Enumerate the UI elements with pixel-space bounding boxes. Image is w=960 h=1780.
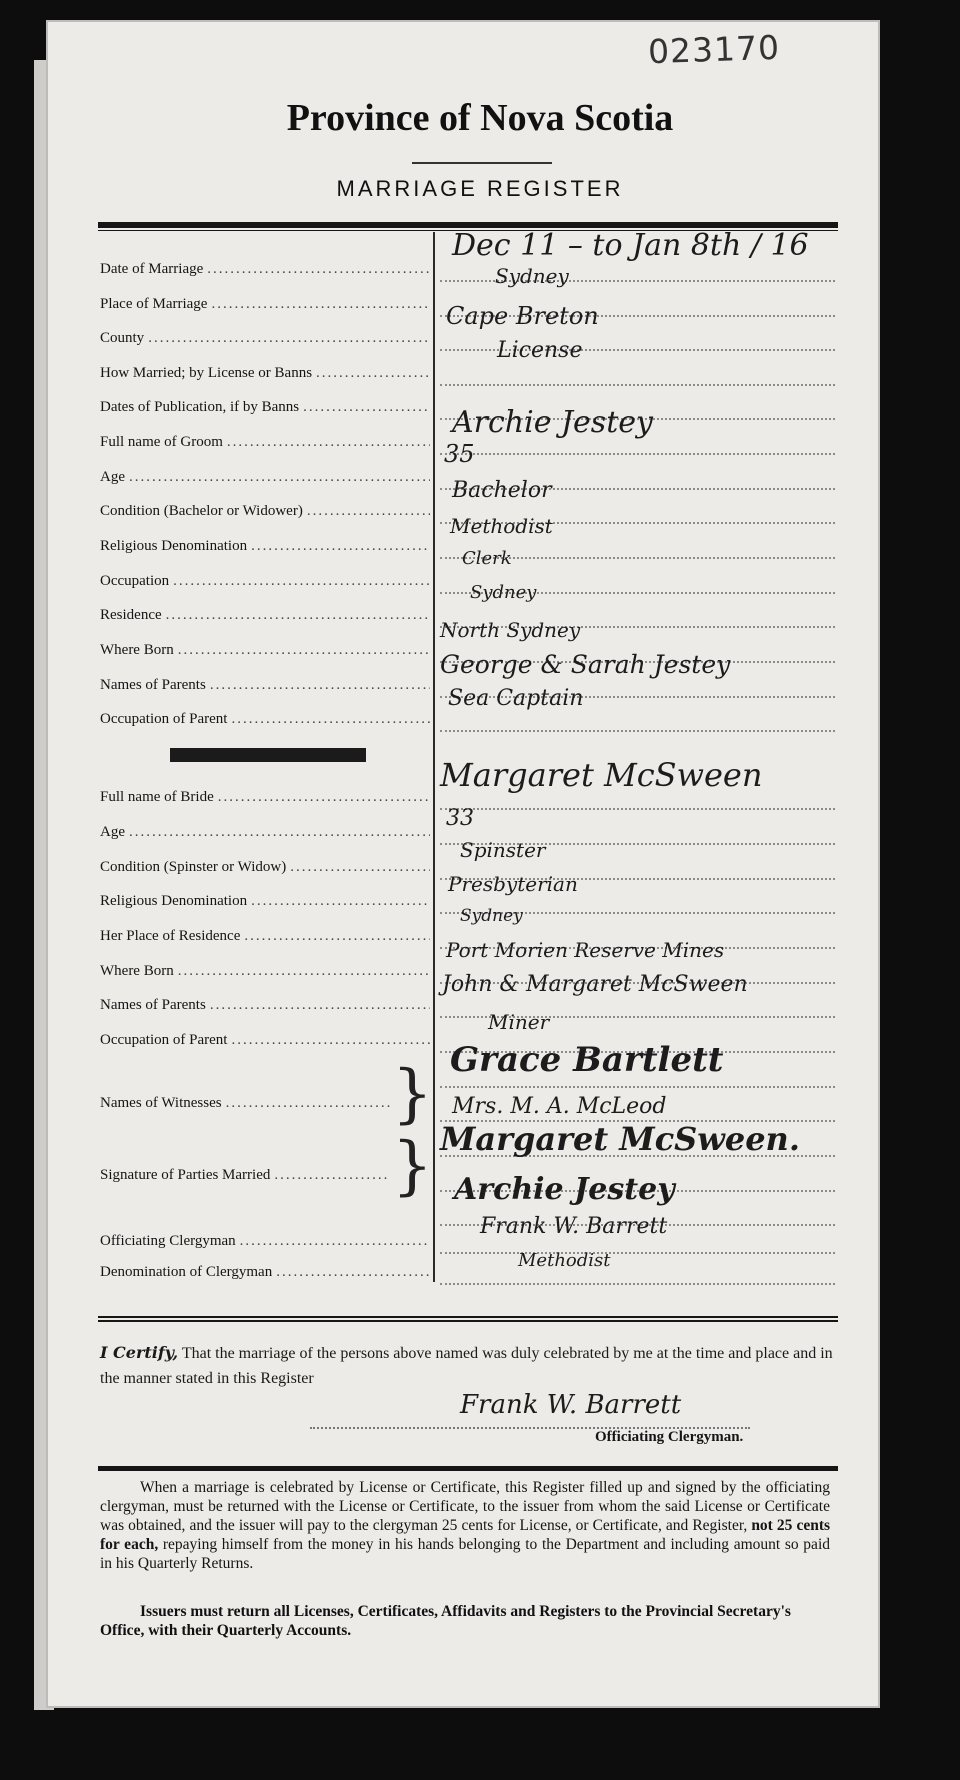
value-groom-parent-occupation: Sea Captain (448, 686, 584, 711)
value-groom-age: 35 (444, 440, 475, 468)
certify-lead: I Certify, (100, 1343, 179, 1362)
row-groom-occupation: Occupation ..... (100, 566, 430, 596)
row-county: County ..... (100, 323, 430, 353)
row-place-of-marriage: Place of Marriage ..... (100, 289, 430, 319)
title-underline (412, 162, 552, 164)
row-dates-of-publication: Dates of Publication, if by Banns ..... (100, 392, 430, 422)
row-groom-age: Age ..... (100, 462, 430, 492)
row-bride-age: Age ..... (100, 817, 430, 847)
value-bride-condition: Spinster (460, 838, 546, 862)
register-number: 023170 (647, 27, 781, 72)
signer-label: Officiating Clergyman. (595, 1429, 744, 1445)
certify-text: That the marriage of the persons above named was duly celebrated by me at the time and place and in the manner stated in this Register (100, 1345, 833, 1387)
value-groom-religion: Methodist (450, 514, 553, 538)
row-groom-born: Where Born ..... (100, 635, 430, 665)
row-officiating-clergyman: Officiating Clergyman ..... (100, 1226, 430, 1256)
row-date-of-marriage: Date of Marriage ..... (100, 254, 430, 284)
row-clergy-denomination: Denomination of Clergyman ..... (100, 1257, 430, 1287)
value-bride-parent-occupation: Miner (488, 1010, 550, 1034)
form-subtitle: MARRIAGE REGISTER (336, 176, 624, 201)
entry-line (440, 1281, 835, 1285)
value-place-of-marriage: Sydney (495, 264, 569, 288)
value-groom-residence: Sydney (470, 582, 537, 603)
certify-rule (98, 1316, 838, 1318)
value-party-groom-signature: Archie Jestey (454, 1172, 675, 1207)
value-witness-1: Grace Bartlett (450, 1040, 724, 1080)
value-bride-name: Margaret McSween (440, 756, 763, 794)
value-groom-occupation: Clerk (462, 548, 512, 569)
row-groom-parent-occupation: Occupation of Parent ..... (100, 704, 430, 734)
notice-rule (98, 1466, 838, 1471)
bride-section-marker (170, 748, 366, 762)
row-witnesses: Names of Witnesses ..... (100, 1088, 390, 1118)
row-groom-name: Full name of Groom ..... (100, 427, 430, 457)
certification-statement (100, 1340, 840, 1391)
entry-line (440, 1250, 835, 1254)
clergy-signature: Frank W. Barrett (460, 1390, 682, 1420)
row-bride-parent-occupation: Occupation of Parent ..... (100, 1025, 430, 1055)
value-bride-parents: John & Margaret McSween (442, 972, 748, 997)
row-groom-condition: Condition (Bachelor or Widower) ..... (100, 496, 430, 526)
certify-rule-b (98, 1320, 838, 1322)
value-witness-2: Mrs. M. A. McLeod (452, 1094, 667, 1119)
value-party-bride-signature: Margaret McSween. (440, 1120, 800, 1158)
row-bride-born: Where Born ..... (100, 956, 430, 986)
value-bride-residence: Sydney (460, 906, 523, 926)
column-divider (433, 232, 435, 1282)
row-groom-residence: Residence ..... (100, 600, 430, 630)
value-groom-parents: George & Sarah Jestey (440, 650, 731, 679)
value-groom-condition: Bachelor (452, 478, 552, 503)
witnesses-brace: } (392, 1057, 433, 1131)
filing-instructions: When a marriage is celebrated by License or Certificate, this Register filled up and signed by the officiating clergyman, must be returned with the License or Certificate, to the issuer from whom the said License or Certificate was obtained, and the issuer will pay to the clergyman 25 cents for License, or Certificate, and Register, not 25 cents for each, repaying himself from the money in his hands belonging to the Department and including amount so paid in his Quarterly Returns. (100, 1479, 831, 1572)
entry-line (440, 806, 835, 810)
row-bride-parents: Names of Parents ..... (100, 990, 430, 1020)
parties-brace: } (392, 1129, 433, 1203)
entry-line (440, 382, 835, 386)
value-groom-born: North Sydney (440, 618, 581, 642)
value-groom-name: Archie Jestey (452, 405, 653, 440)
value-county: Cape Breton (446, 302, 599, 330)
row-groom-religion: Religious Denomination ..... (100, 531, 430, 561)
issuers-notice: Issuers must return all Licenses, Certificates, Affidavits and Registers to the Provincial Secretary's Office, with their Quarterly Accounts. (100, 1603, 791, 1639)
value-bride-religion: Presbyterian (448, 872, 578, 896)
row-groom-parents: Names of Parents ..... (100, 670, 430, 700)
row-bride-religion: Religious Denomination ..... (100, 886, 430, 916)
row-how-married: How Married; by License or Banns ..... (100, 358, 430, 388)
entry-line (440, 728, 835, 732)
value-clergy-denomination: Methodist (518, 1250, 611, 1271)
value-date-of-marriage: Dec 11 – to Jan 8th / 16 (452, 228, 809, 263)
value-officiating-clergyman: Frank W. Barrett (480, 1214, 668, 1239)
value-bride-age: 33 (446, 806, 474, 831)
value-bride-born: Port Morien Reserve Mines (446, 938, 725, 962)
row-bride-residence: Her Place of Residence ..... (100, 921, 430, 951)
entry-line (440, 451, 835, 455)
row-signature-parties: Signature of Parties Married ..... (100, 1160, 390, 1190)
entry-line (440, 1084, 835, 1088)
value-how-married: License (497, 338, 583, 363)
row-bride-condition: Condition (Spinster or Widow) ..... (100, 852, 430, 882)
form-title: Province of Nova Scotia (286, 97, 674, 139)
row-bride-name: Full name of Bride ..... (100, 782, 430, 812)
